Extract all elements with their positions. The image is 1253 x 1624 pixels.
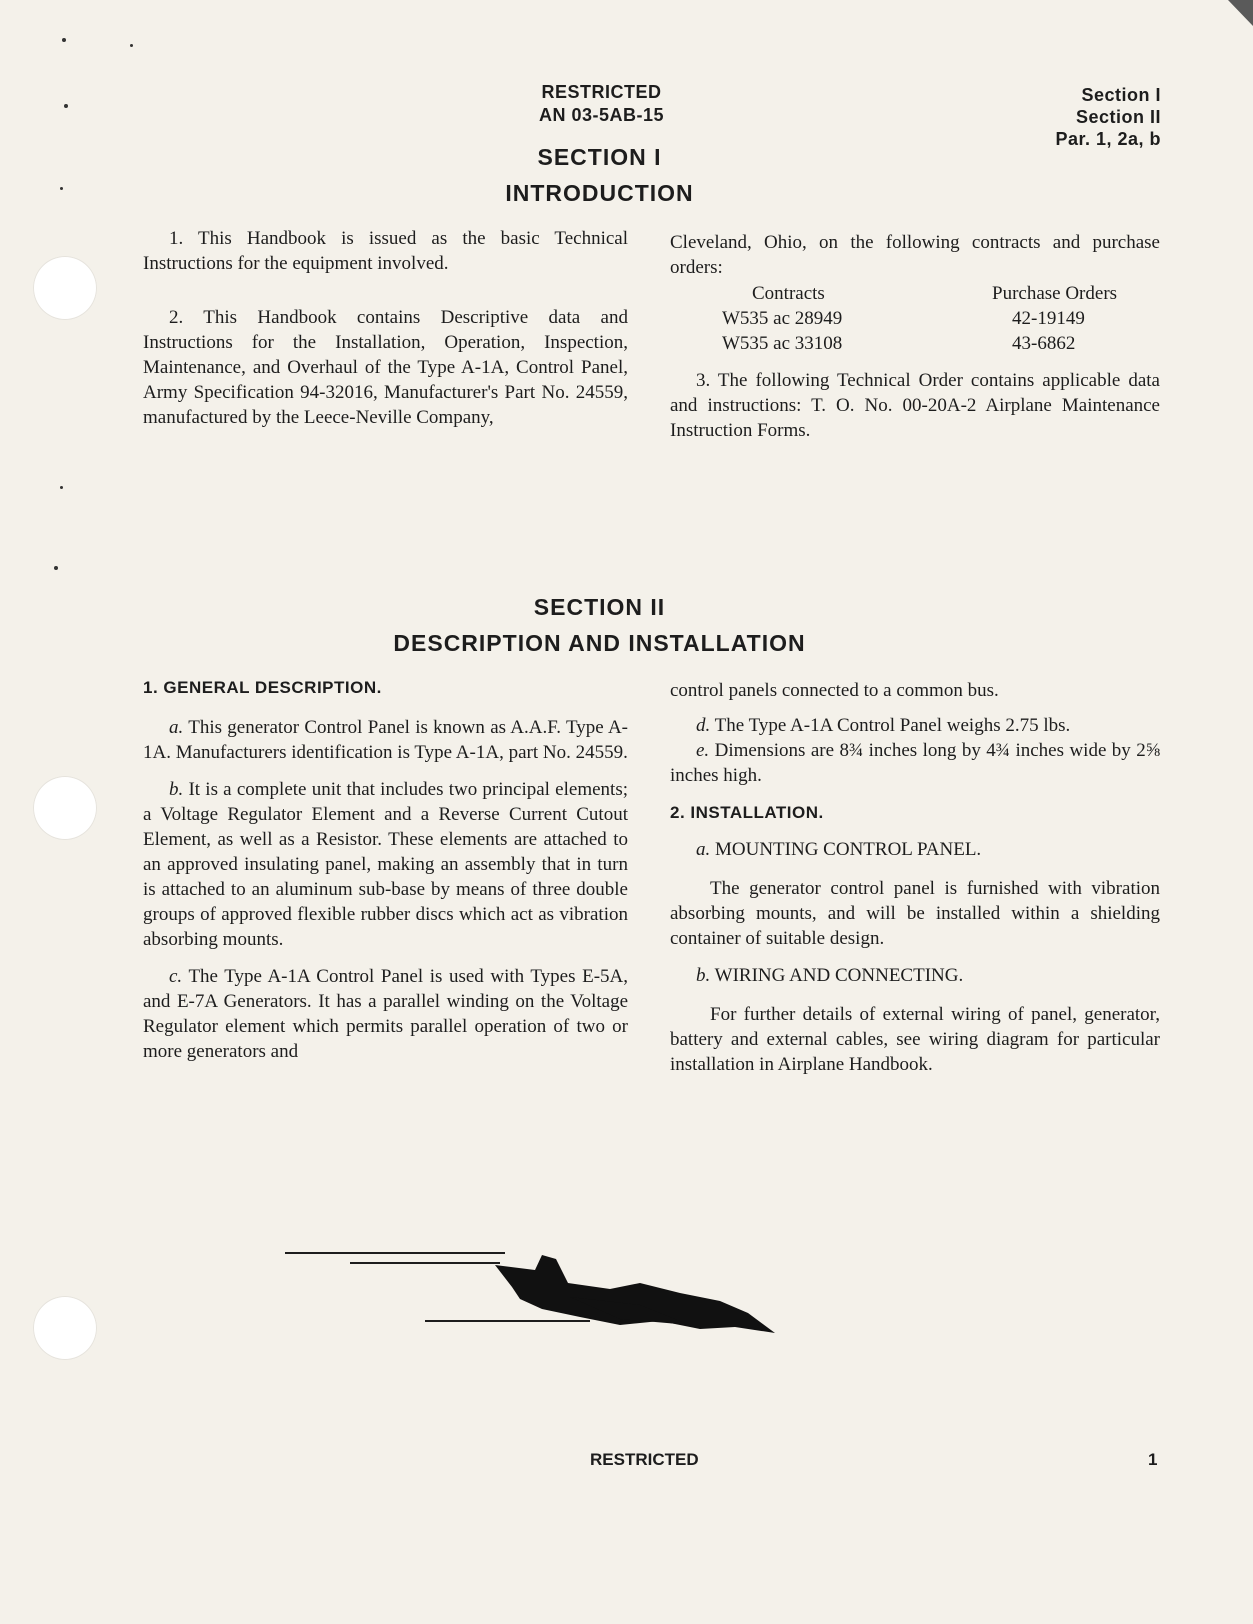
contracts-header: Contracts xyxy=(752,283,825,304)
contract-cell: W535 ac 33108 xyxy=(722,333,843,354)
orders-header: Purchase Orders xyxy=(992,283,1118,304)
paragraph-3: 3. The following Technical Order contains applicable data and instructions: T. O. No. 00-20A-2 Airplane Maintenance Instruction Forms. xyxy=(670,370,1160,441)
order-cell: 43-6862 xyxy=(1012,333,1076,354)
section-2-number: SECTION II xyxy=(533,594,666,620)
item-a xyxy=(143,715,628,765)
item-a-text: This generator Control Panel is known as A.A.F. Type A-1A. Manufacturers identification is Type A-1A, part No. 24559. xyxy=(143,717,628,763)
paragraph-1: 1. This Handbook is issued as the basic Technical Instructions for the equipment involved. xyxy=(143,228,628,274)
install-a xyxy=(670,837,1160,862)
header-ref-line: Section I xyxy=(1081,85,1161,105)
item-a-label: a. xyxy=(169,717,184,738)
page-speck xyxy=(62,38,66,42)
header-section-refs xyxy=(1055,84,1161,150)
paragraph-2: 2. This Handbook contains Descriptive data and Instructions for the Installation, Operation, Inspection, Maintenance, and Overhaul of the Type A-1A, Control Panel, Army Specification 94-32016, Manufacturer's Part No. 24559, manufactured by the Leece-Neville Company, xyxy=(143,307,628,428)
install-b-heading: WIRING AND CONNECTING. xyxy=(714,965,964,986)
punch-hole-bottom xyxy=(33,1296,97,1360)
item-c-label: c. xyxy=(169,966,183,987)
item-e-label: e. xyxy=(696,740,710,761)
document-number: AN 03-5AB-15 xyxy=(538,105,665,125)
table-row xyxy=(722,306,1117,331)
install-b-label: b. xyxy=(696,965,711,986)
item-c-continued: control panels connected to a common bus. xyxy=(670,680,999,701)
general-description-heading: 1. GENERAL DESCRIPTION. xyxy=(143,678,382,697)
item-b xyxy=(143,777,628,952)
install-a-label: a. xyxy=(696,839,711,860)
install-b-text: For further details of external wiring of panel, generator, battery and external cables, see wiring diagram for particular installation in Airplane Handbook. xyxy=(670,1004,1160,1075)
footer-restricted: RESTRICTED xyxy=(590,1450,699,1469)
section-2-right-column xyxy=(670,678,1160,1077)
item-e-text: Dimensions are 8¾ inches long by 4¾ inches wide by 2⅝ inches high. xyxy=(670,740,1160,786)
header-restricted: RESTRICTED xyxy=(541,82,662,102)
item-b-text: It is a complete unit that includes two principal elements; a Voltage Regulator Element and a Reverse Current Cutout Element, as well as a Resistor. These elements are attached to an approved insulating panel, making an assembly that in turn is attached to an aluminum sub-base by means of three double groups of approved flexible rubber discs which act as vibration absorbing mounts. xyxy=(143,779,628,950)
table-row xyxy=(722,331,1117,356)
page-speck xyxy=(130,44,133,47)
item-c-text: The Type A-1A Control Panel is used with Types E-5A, and E-7A Generators. It has a parallel winding on the Voltage Regulator element which permits parallel operation of two or more generators and xyxy=(143,966,628,1062)
install-a-heading: MOUNTING CONTROL PANEL. xyxy=(715,839,982,860)
item-e xyxy=(670,738,1160,788)
installation-heading: 2. INSTALLATION. xyxy=(670,803,824,822)
item-d-text: The Type A-1A Control Panel weighs 2.75 lbs. xyxy=(714,715,1071,736)
header-ref-line: Par. 1, 2a, b xyxy=(1055,129,1161,149)
contracts-table xyxy=(722,281,1117,356)
page-corner-fold xyxy=(1228,0,1253,26)
section-2-title: DESCRIPTION AND INSTALLATION xyxy=(393,630,806,656)
order-cell: 42-19149 xyxy=(1012,308,1085,329)
item-b-label: b. xyxy=(169,779,184,800)
item-d-label: d. xyxy=(696,715,711,736)
paragraph-3-block xyxy=(670,368,1160,443)
section-1-number: SECTION I xyxy=(537,144,662,170)
section-2-left-column xyxy=(143,715,628,1064)
page-number: 1 xyxy=(1148,1450,1158,1469)
punch-hole-top xyxy=(33,256,97,320)
install-b xyxy=(670,963,1160,988)
page-speck xyxy=(60,486,63,489)
airplane-illustration xyxy=(280,1225,780,1345)
item-c xyxy=(143,964,628,1064)
section-1-title: INTRODUCTION xyxy=(505,180,694,206)
page-speck xyxy=(54,566,58,570)
section-1-left-column xyxy=(143,226,628,430)
install-a-text: The generator control panel is furnished with vibration absorbing mounts, and will be installed within a shielding container of suitable design. xyxy=(670,878,1160,949)
contract-cell: W535 ac 28949 xyxy=(722,308,843,329)
section-1-right-column xyxy=(670,230,1160,280)
header-ref-line: Section II xyxy=(1075,107,1161,127)
table-header-row xyxy=(722,281,1117,306)
item-d xyxy=(670,713,1160,738)
punch-hole-middle xyxy=(33,776,97,840)
paragraph-2-continued: Cleveland, Ohio, on the following contracts and purchase orders: xyxy=(670,232,1160,278)
